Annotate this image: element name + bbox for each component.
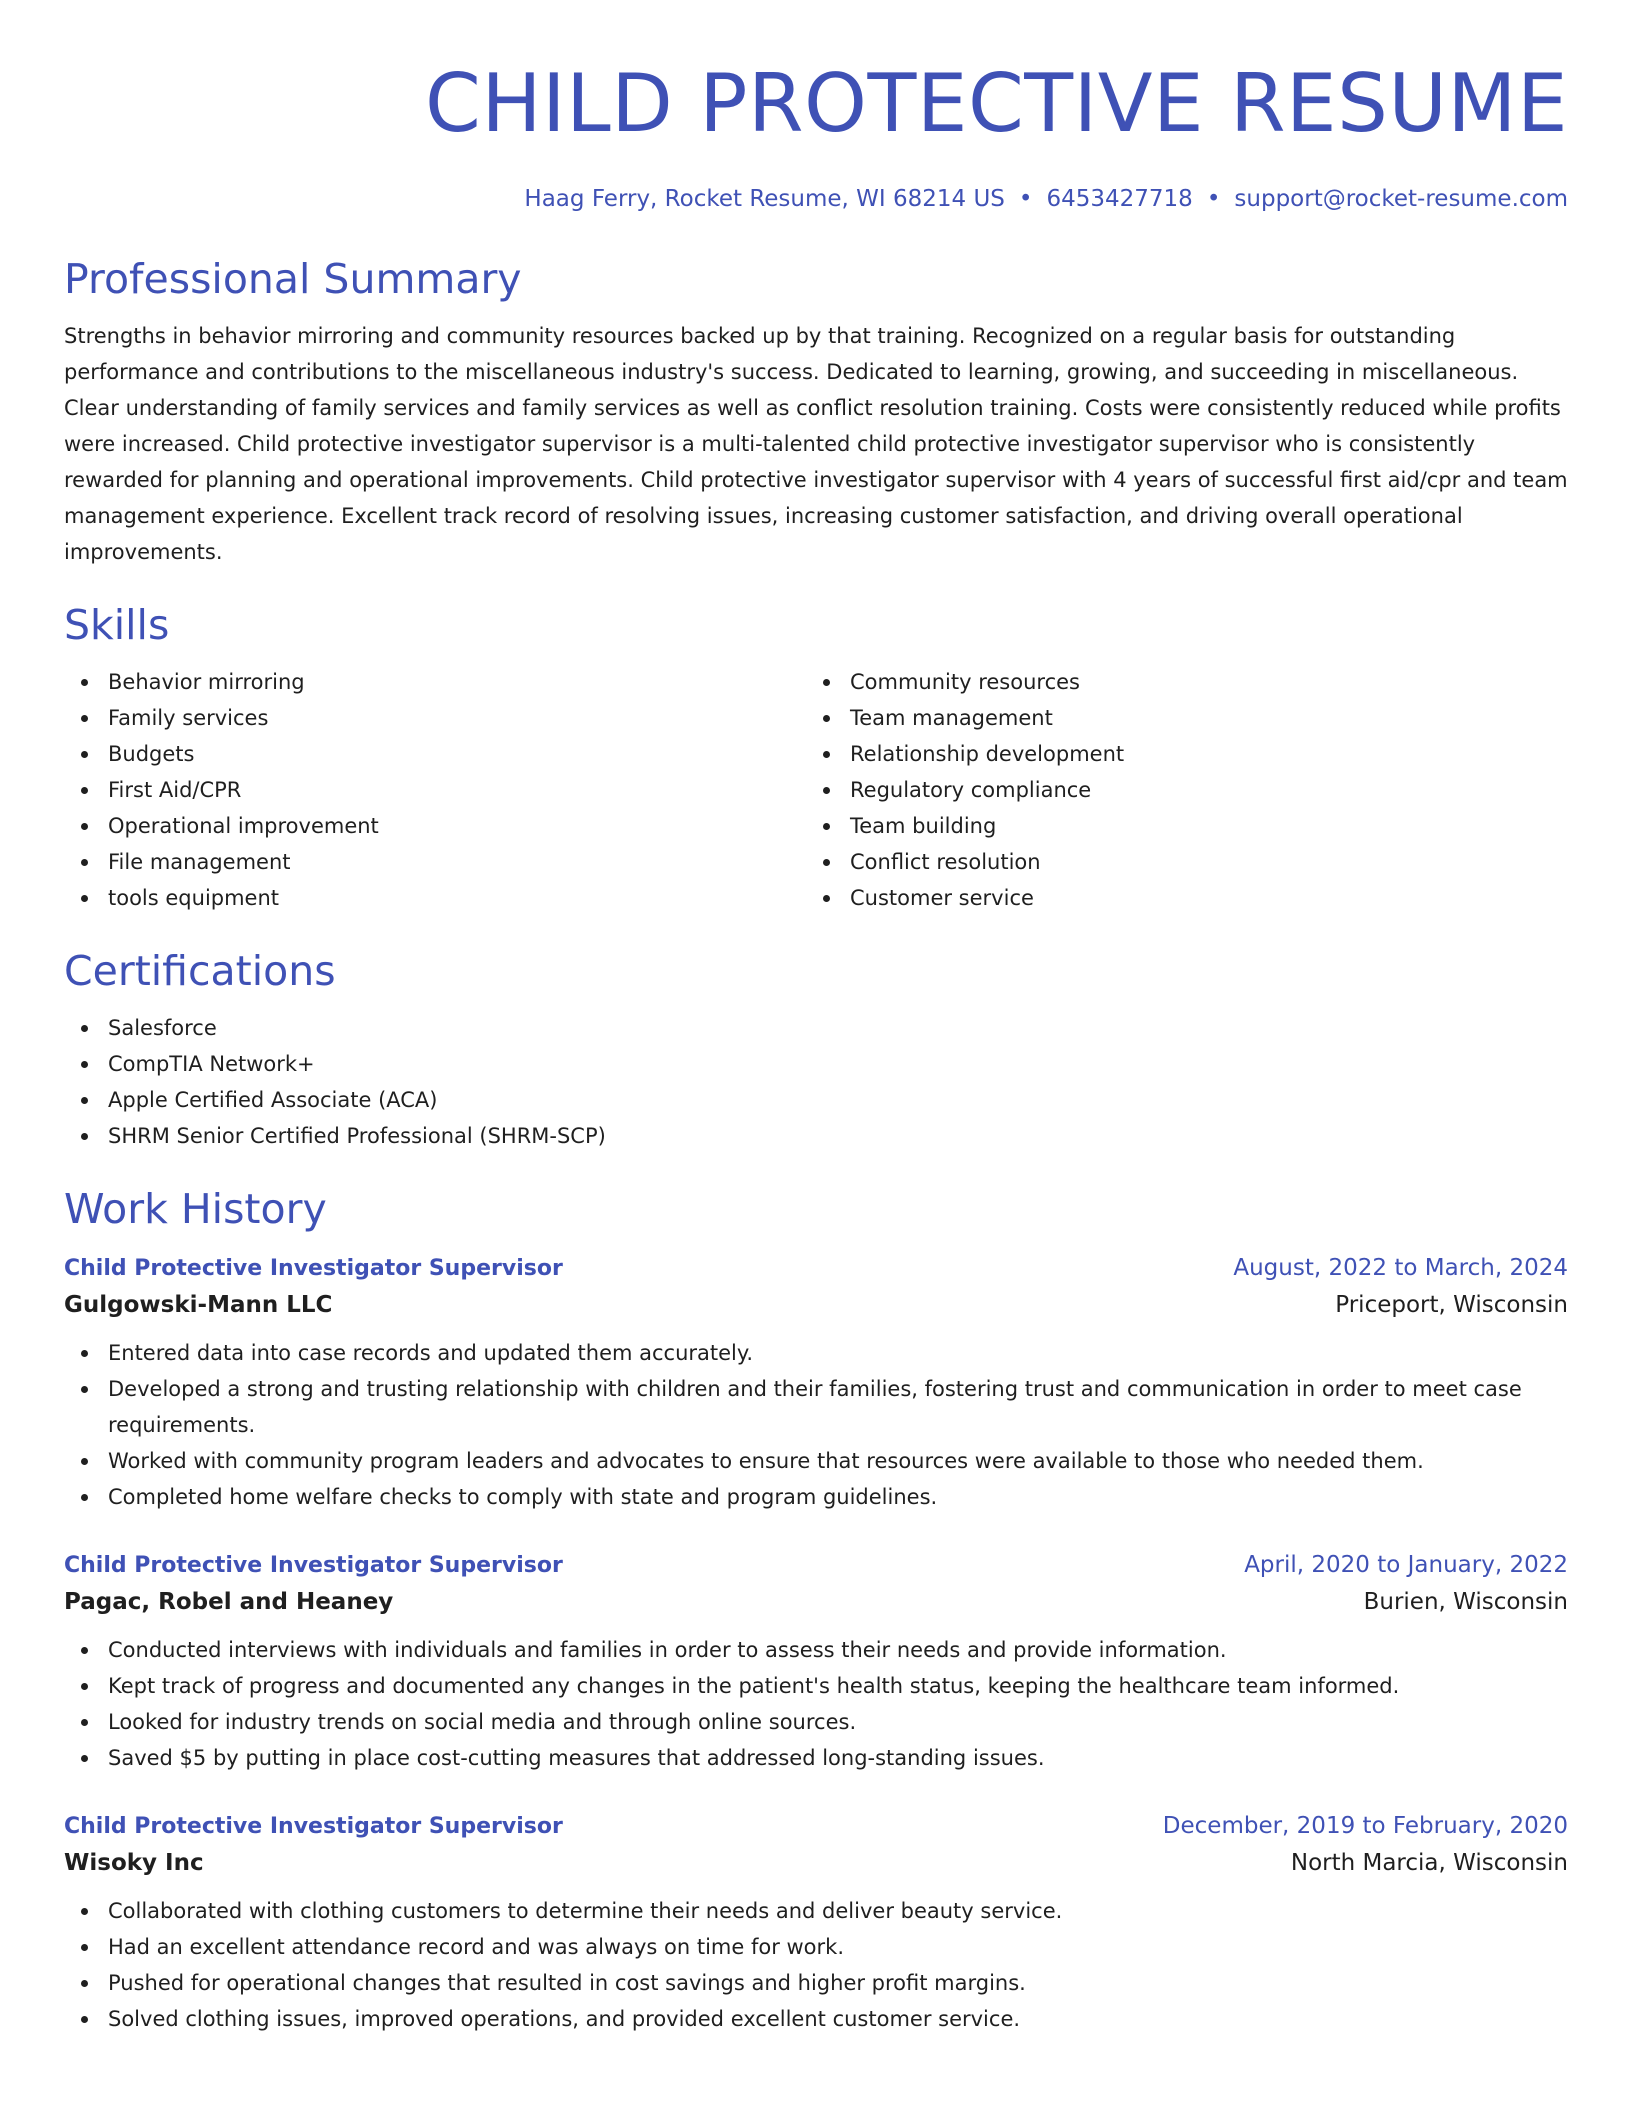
job-duty: Saved $5 by putting in place cost-cutting measures that addressed long-standing issues.: [64, 1740, 1568, 1776]
skills-heading: Skills: [64, 601, 170, 649]
job-dates: April, 2020 to January, 2022: [1244, 1552, 1568, 1578]
job-title: Child Protective Investigator Supervisor: [64, 1256, 563, 1281]
skill-item: Community resources: [806, 664, 1548, 700]
job-duty: Collaborated with clothing customers to determine their needs and deliver beauty service.: [64, 1893, 1568, 1929]
resume-title: CHILD PROTECTIVE RESUME: [425, 57, 1568, 150]
job-duty: Completed home welfare checks to comply with state and program guidelines.: [64, 1479, 1568, 1515]
job-duties-list: [64, 1632, 1568, 1776]
skills-grid: [64, 664, 1568, 916]
summary-section: [64, 254, 1568, 570]
job-dates: December, 2019 to February, 2020: [1162, 1813, 1568, 1839]
contact-address: Haag Ferry, Rocket Resume, WI 68214 US: [524, 186, 1005, 212]
contact-phone: 6453427718: [1046, 186, 1193, 212]
work-history-heading: Work History: [64, 1185, 327, 1233]
job-title: Child Protective Investigator Supervisor: [64, 1814, 563, 1839]
job-title-row: [64, 1549, 1568, 1582]
certification-item: SHRM Senior Certified Professional (SHRM-SCP): [64, 1118, 1568, 1154]
skill-item: Budgets: [64, 736, 806, 772]
job-company-row: [64, 1582, 1568, 1622]
job-duty: Entered data into case records and updated them accurately.: [64, 1335, 1568, 1371]
skill-item: First Aid/CPR: [64, 772, 806, 808]
skill-item: Team building: [806, 808, 1548, 844]
job-company: Wisoky Inc: [64, 1850, 204, 1876]
certifications-list: [64, 1010, 1568, 1154]
skill-item: Operational improvement: [64, 808, 806, 844]
skill-item: File management: [64, 844, 806, 880]
job-duty: Pushed for operational changes that resulted in cost savings and higher profit margins.: [64, 1965, 1568, 2001]
job-duty: Kept track of progress and documented any changes in the patient's health status, keeping the healthcare team informed.: [64, 1668, 1568, 1704]
work-history-section: [64, 1184, 1568, 2037]
job-location: North Marcia, Wisconsin: [1290, 1850, 1568, 1876]
job-company: Gulgowski-Mann LLC: [64, 1292, 333, 1318]
skill-item: Conflict resolution: [806, 844, 1548, 880]
contact-separator: •: [1206, 186, 1221, 212]
skill-item: Behavior mirroring: [64, 664, 806, 700]
skill-item: Family services: [64, 700, 806, 736]
job-duty: Developed a strong and trusting relationship with children and their families, fostering trust and communication in order to meet case requirements.: [64, 1371, 1568, 1443]
job-entry: [64, 1549, 1568, 1776]
job-duty: Looked for industry trends on social media and through online sources.: [64, 1704, 1568, 1740]
job-entry: [64, 1252, 1568, 1515]
skills-list-left: [64, 664, 806, 916]
summary-text: Strengths in behavior mirroring and community resources backed up by that training. Recognized on a regular basis for outstanding performance and contributions to the miscellaneous industry's success. Dedicated to learning, growing, and succeeding in miscellaneous. Clear understanding of family services and family services as well as conflict resolution training. Costs were consistently reduced while profits were increased. Child protective investigator supervisor is a multi-talented child protective investigator supervisor who is consistently rewarded for planning and operational improvements. Child protective investigator supervisor with 4 years of successful first aid/cpr and team management experience. Excellent track record of resolving issues, increasing customer satisfaction, and driving overall operational improvements.: [64, 324, 1568, 564]
certification-item: Apple Certified Associate (ACA): [64, 1082, 1568, 1118]
job-duty: Conducted interviews with individuals and families in order to assess their needs and provide information.: [64, 1632, 1568, 1668]
skill-item: Customer service: [806, 880, 1548, 916]
certification-item: Salesforce: [64, 1010, 1568, 1046]
skills-column-left: [64, 664, 806, 916]
job-duties-list: [64, 1893, 1568, 2037]
contact-email: support@rocket-resume.com: [1234, 186, 1568, 212]
job-company-row: [64, 1285, 1568, 1325]
job-duty: Had an excellent attendance record and was always on time for work.: [64, 1929, 1568, 1965]
job-company-row: [64, 1843, 1568, 1883]
contact-line: [64, 184, 1568, 214]
job-title-row: [64, 1252, 1568, 1285]
skill-item: Regulatory compliance: [806, 772, 1548, 808]
skill-item: Relationship development: [806, 736, 1548, 772]
job-entry: [64, 1810, 1568, 2037]
job-duty: Solved clothing issues, improved operations, and provided excellent customer service.: [64, 2001, 1568, 2037]
resume-header: [64, 56, 1568, 214]
summary-heading: Professional Summary: [64, 255, 522, 303]
skills-section: [64, 600, 1568, 916]
skills-column-right: [806, 664, 1548, 916]
skills-list-right: [806, 664, 1548, 916]
job-company: Pagac, Robel and Heaney: [64, 1589, 394, 1615]
certifications-section: [64, 946, 1568, 1154]
contact-separator: •: [1018, 186, 1033, 212]
skill-item: tools equipment: [64, 880, 806, 916]
job-location: Priceport, Wisconsin: [1335, 1292, 1568, 1318]
job-location: Burien, Wisconsin: [1363, 1589, 1568, 1615]
job-title-row: [64, 1810, 1568, 1843]
certification-item: CompTIA Network+: [64, 1046, 1568, 1082]
job-dates: August, 2022 to March, 2024: [1233, 1255, 1568, 1281]
job-duties-list: [64, 1335, 1568, 1515]
job-title: Child Protective Investigator Supervisor: [64, 1553, 563, 1578]
certifications-heading: Certifications: [64, 947, 336, 995]
skill-item: Team management: [806, 700, 1548, 736]
job-duty: Worked with community program leaders and advocates to ensure that resources were available to those who needed them.: [64, 1443, 1568, 1479]
